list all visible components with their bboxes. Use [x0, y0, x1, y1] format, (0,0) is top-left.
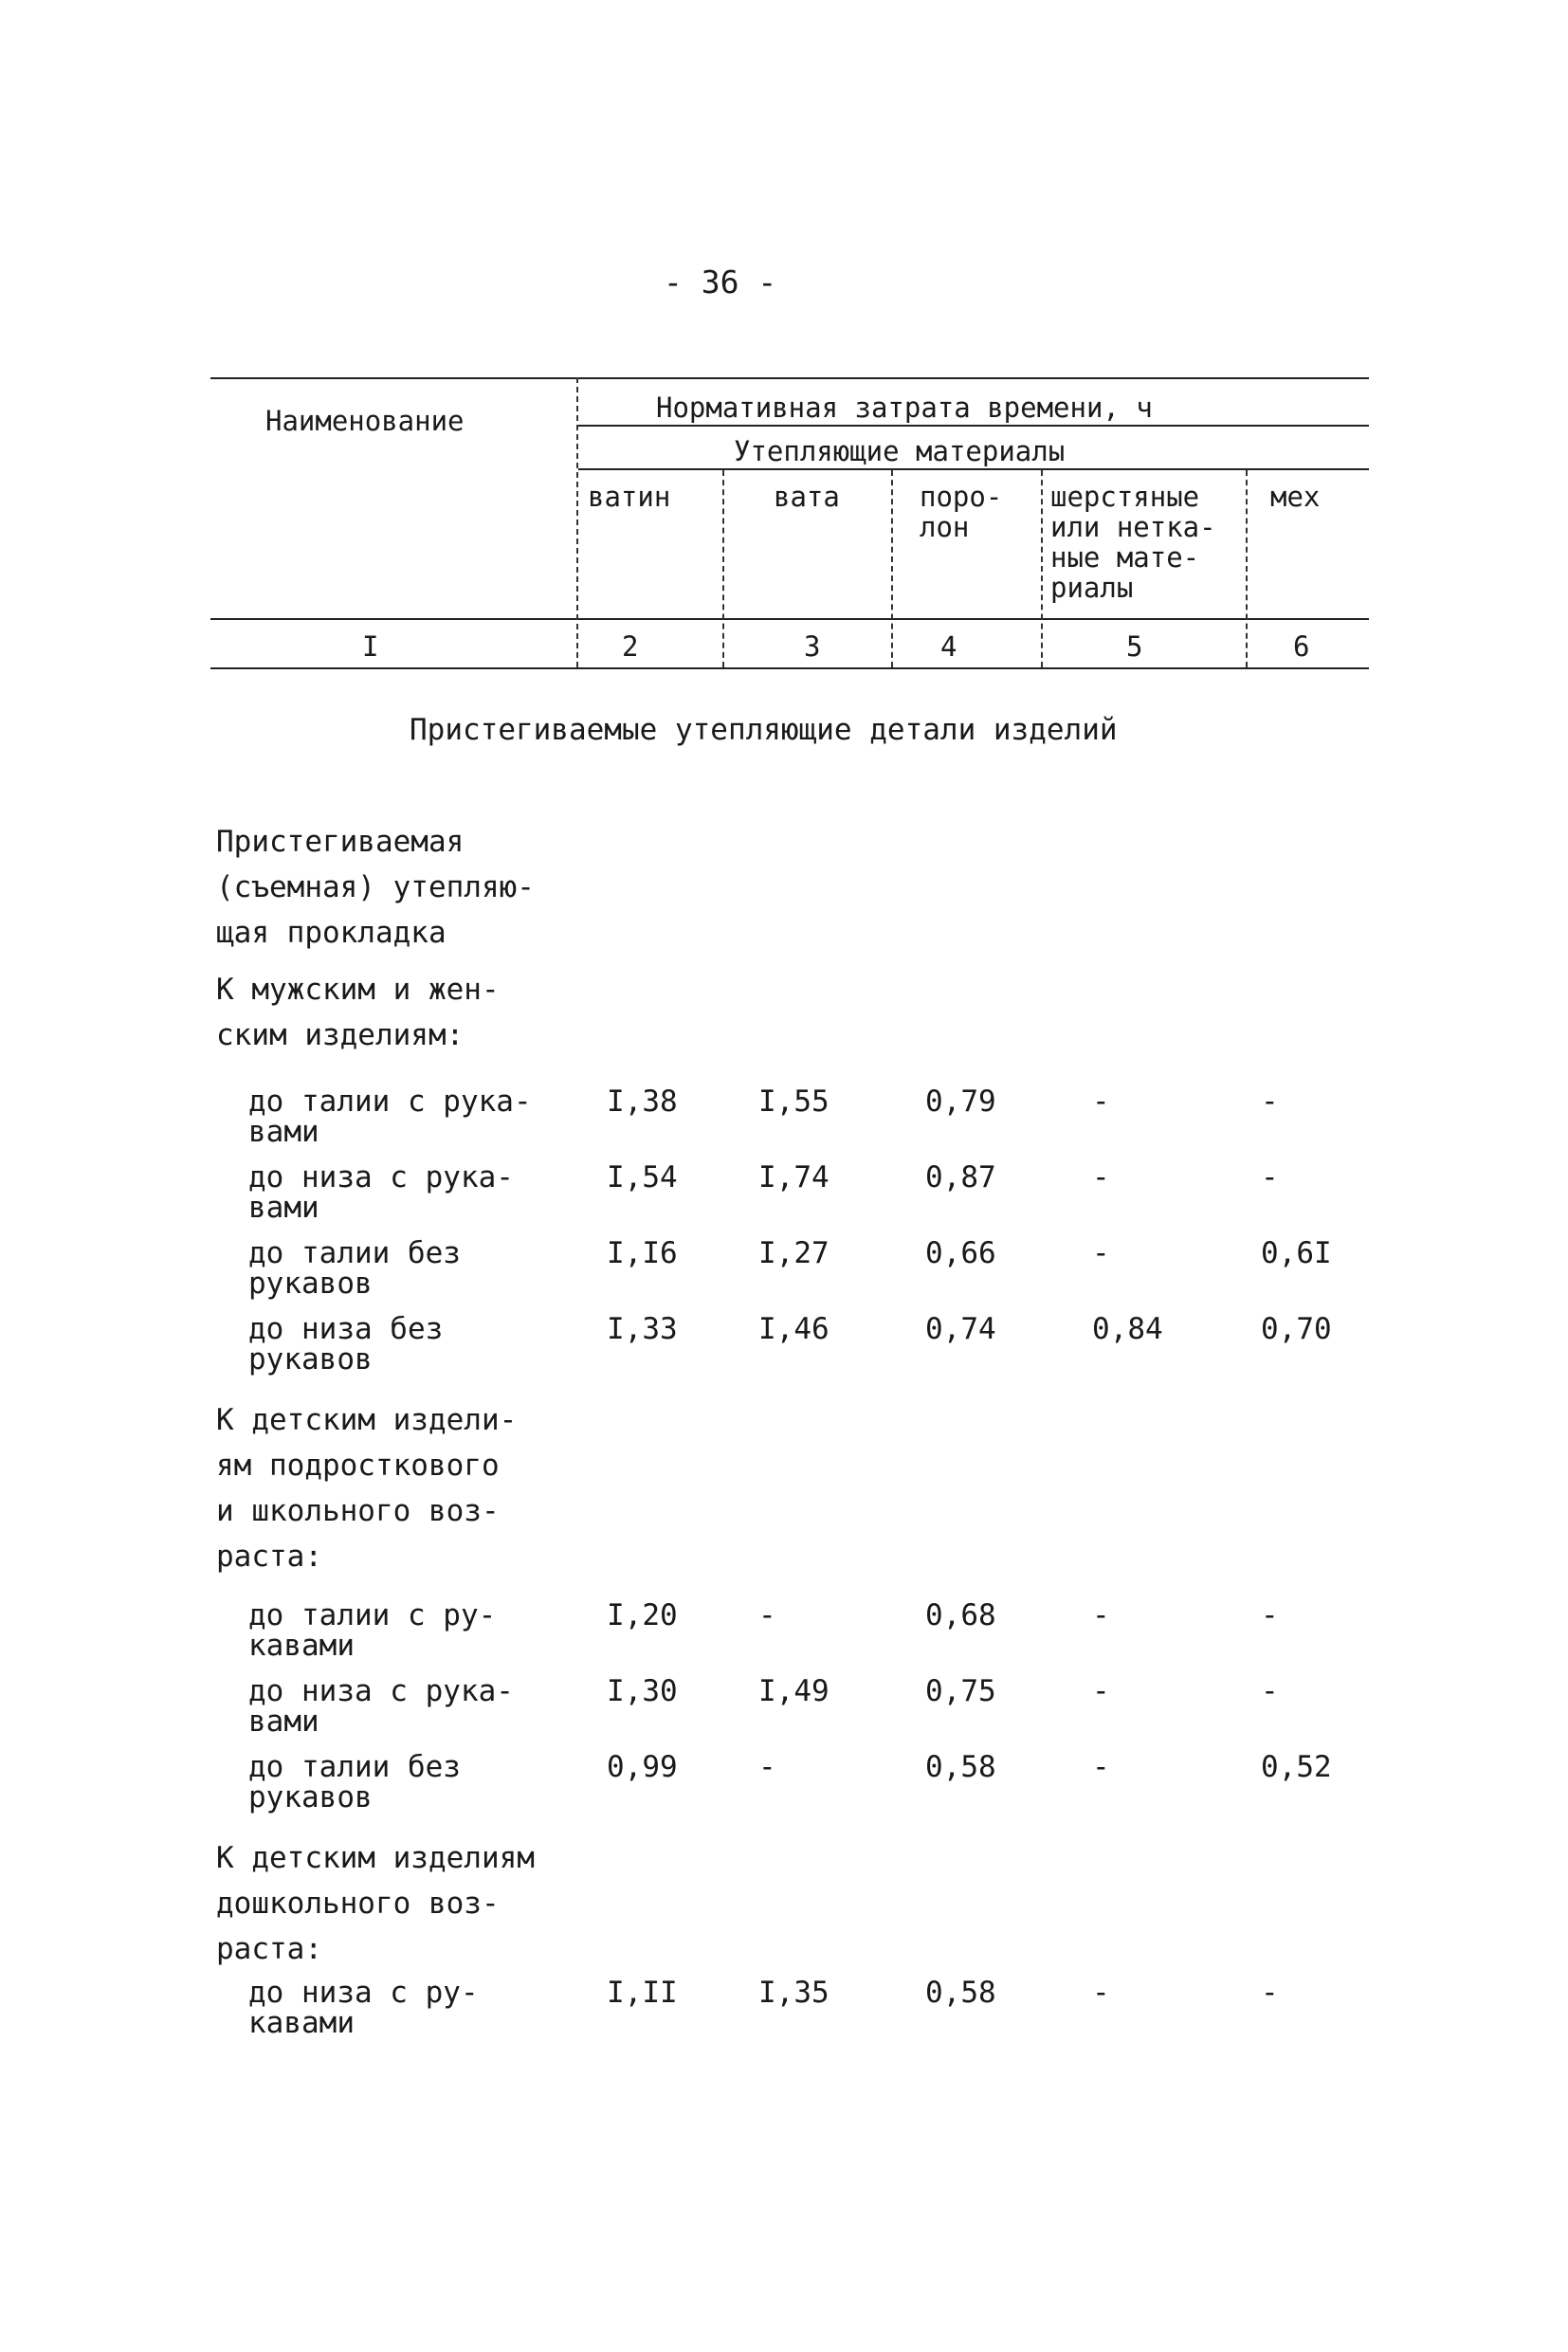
value-fur: -	[1261, 1976, 1279, 2010]
numbers-bottom-rule	[210, 667, 1369, 669]
value-wool: -	[1092, 1976, 1110, 2010]
row-label: до низа без рукавов	[248, 1312, 444, 1377]
row-label: до низа с рука- вами	[248, 1674, 514, 1739]
value-batting: I,54	[607, 1160, 678, 1194]
span-title-underline	[578, 425, 1369, 427]
row-label: до талии с ру- кавами	[248, 1598, 497, 1663]
col-sep-2	[722, 470, 724, 667]
value-wool: -	[1092, 1236, 1110, 1270]
column-number-2: 2	[622, 630, 639, 663]
row-label: до талии без рукавов	[248, 1236, 461, 1301]
header-bottom-rule	[210, 618, 1369, 620]
row-label: до низа с рука- вами	[248, 1160, 514, 1225]
value-foam: 0,68	[925, 1598, 996, 1632]
value-fur: 0,6I	[1261, 1236, 1332, 1270]
column-header-wadding: вата	[774, 481, 840, 513]
value-foam: 0,66	[925, 1236, 996, 1270]
header-top-rule	[210, 377, 1369, 379]
group-heading: Пристегиваемая (съемная) утепляю- щая прокладка	[216, 825, 535, 950]
column-number-1: I	[362, 630, 379, 663]
value-wadding: I,35	[758, 1976, 830, 2010]
column-number-5: 5	[1126, 630, 1143, 663]
value-wadding: I,46	[758, 1312, 830, 1346]
value-foam: 0,87	[925, 1160, 996, 1194]
value-batting: I,30	[607, 1674, 678, 1708]
value-wadding: I,49	[758, 1674, 830, 1708]
value-foam: 0,58	[925, 1750, 996, 1784]
value-wool: -	[1092, 1674, 1110, 1708]
value-foam: 0,75	[925, 1674, 996, 1708]
column-header-batting: ватин	[588, 481, 671, 513]
value-batting: I,I6	[607, 1236, 678, 1270]
col-sep-5	[1246, 470, 1248, 667]
value-batting: I,38	[607, 1085, 678, 1119]
value-wadding: I,27	[758, 1236, 830, 1270]
column-header-fur: мех	[1270, 481, 1321, 513]
value-fur: -	[1261, 1598, 1279, 1632]
col-sep-1	[576, 377, 578, 667]
section-title: Пристегиваемые утепляющие детали изделий	[410, 713, 1118, 747]
row-label: до талии без рукавов	[248, 1750, 461, 1814]
group-heading: К детским изделиям дошкольного воз- раста:	[216, 1841, 535, 1966]
column-number-6: 6	[1293, 630, 1310, 663]
value-wool: -	[1092, 1598, 1110, 1632]
value-foam: 0,79	[925, 1085, 996, 1119]
table-header	[210, 377, 1369, 673]
col-sep-3	[891, 470, 893, 667]
value-wadding: -	[758, 1750, 776, 1784]
column-number-4: 4	[940, 630, 957, 663]
value-fur: -	[1261, 1085, 1279, 1119]
value-batting: I,II	[607, 1976, 678, 2010]
column-header-foam: поро- лон	[920, 481, 1003, 543]
value-wool: -	[1092, 1160, 1110, 1194]
group-heading: К мужским и жен- ским изделиям:	[216, 973, 500, 1052]
value-wadding: I,74	[758, 1160, 830, 1194]
row-label: до низа с ру- кавами	[248, 1976, 479, 2040]
sub-title-underline	[578, 468, 1369, 470]
value-fur: -	[1261, 1160, 1279, 1194]
value-batting: 0,99	[607, 1750, 678, 1784]
value-wool: 0,84	[1092, 1312, 1163, 1346]
value-wool: -	[1092, 1750, 1110, 1784]
name-column-header: Наименование	[265, 405, 465, 437]
value-batting: I,20	[607, 1598, 678, 1632]
value-wadding: I,55	[758, 1085, 830, 1119]
value-fur: 0,52	[1261, 1750, 1332, 1784]
value-foam: 0,58	[925, 1976, 996, 2010]
col-sep-4	[1041, 470, 1043, 667]
row-label: до талии с рука- вами	[248, 1085, 532, 1149]
span-title: Нормативная затрата времени, ч	[656, 392, 1153, 424]
page-number: - 36 -	[664, 264, 777, 301]
value-wadding: -	[758, 1598, 776, 1632]
sub-title: Утепляющие материалы	[734, 435, 1066, 467]
value-foam: 0,74	[925, 1312, 996, 1346]
group-heading: К детским издели- ям подросткового и школьного воз- раста:	[216, 1403, 518, 1574]
value-fur: 0,70	[1261, 1312, 1332, 1346]
column-number-3: 3	[804, 630, 821, 663]
column-header-wool: шерстяные или нетка- ные мате- риалы	[1050, 481, 1216, 604]
value-fur: -	[1261, 1674, 1279, 1708]
value-batting: I,33	[607, 1312, 678, 1346]
value-wool: -	[1092, 1085, 1110, 1119]
